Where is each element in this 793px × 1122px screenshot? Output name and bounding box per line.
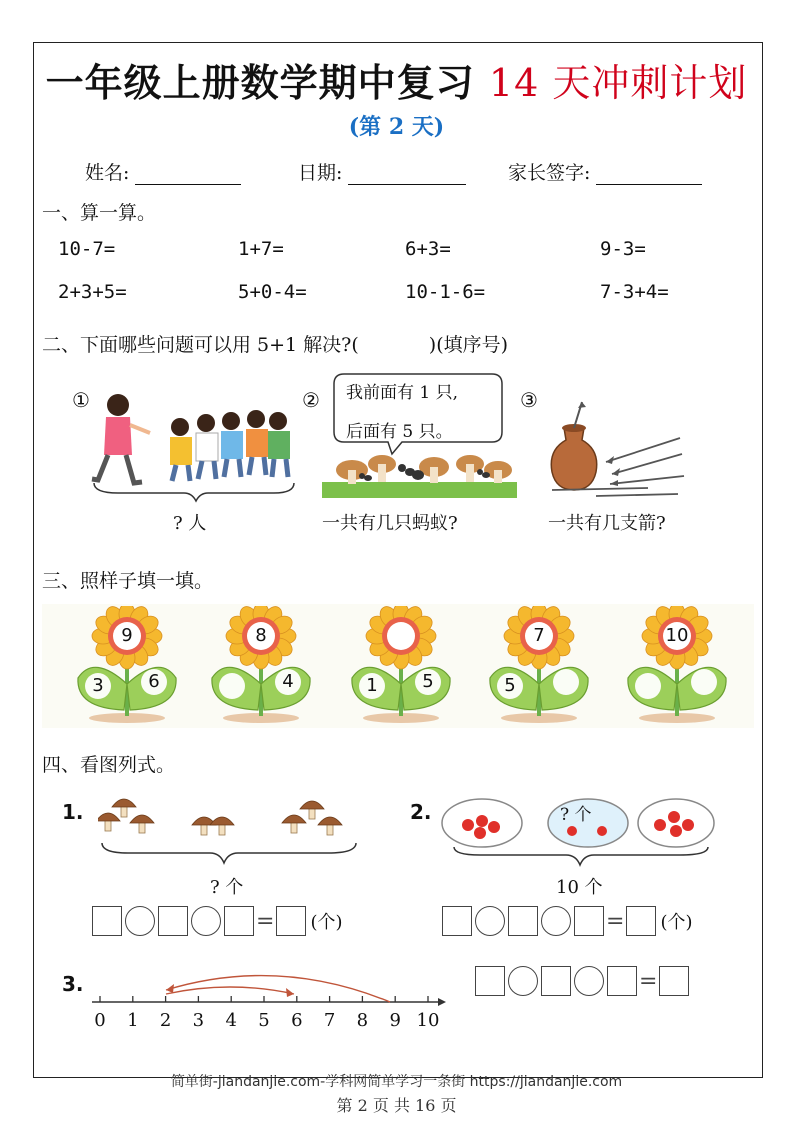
operator-circle[interactable]	[475, 906, 505, 936]
equation-3: =	[475, 966, 689, 996]
flower-right-number: 5	[422, 671, 434, 692]
number-line-label: 1	[127, 1010, 139, 1031]
section3-title: 三、照样子填一填。	[42, 570, 214, 592]
title-plan: 14 天冲刺计划	[488, 61, 748, 105]
number-line-label: 5	[258, 1010, 270, 1031]
problem-3-label: 3.	[62, 972, 84, 996]
date-label: 日期:	[298, 162, 343, 184]
sunflower	[346, 606, 456, 724]
problem: 10-7=	[58, 238, 116, 260]
result-box[interactable]	[659, 966, 689, 996]
answer-box[interactable]	[224, 906, 254, 936]
flower-top-number: 9	[121, 625, 133, 646]
answer-box[interactable]	[574, 906, 604, 936]
footer-page: 第 2 页 共 16 页	[336, 1096, 457, 1115]
operator-circle[interactable]	[191, 906, 221, 936]
problem-2-label: 2.	[410, 800, 432, 824]
parent-signature-field[interactable]	[508, 158, 702, 185]
number-line-label: 0	[94, 1010, 106, 1031]
name-blank[interactable]	[135, 164, 241, 185]
page-title	[0, 52, 793, 107]
parent-label: 家长签字:	[508, 162, 591, 184]
answer-box[interactable]	[475, 966, 505, 996]
speech-line-1: 我前面有 1 只,	[346, 383, 459, 403]
section1-title: 一、算一算。	[42, 202, 157, 224]
caption-1: ? 人	[173, 513, 207, 534]
number-line-label: 9	[389, 1010, 401, 1031]
problem: 10-1-6=	[405, 281, 486, 303]
sunflower	[72, 606, 182, 724]
mushrooms-picture	[98, 795, 360, 871]
operator-circle[interactable]	[574, 966, 604, 996]
date-field[interactable]	[298, 158, 466, 185]
operator-circle[interactable]	[508, 966, 538, 996]
problem-1-label: 1.	[62, 800, 84, 824]
flower-top-number: 8	[255, 625, 267, 646]
marker-3: ③	[520, 388, 538, 412]
name-field[interactable]	[85, 158, 241, 185]
marker-2: ②	[302, 388, 320, 412]
caption-3: 一共有几支箭?	[548, 513, 666, 534]
operator-circle[interactable]	[541, 906, 571, 936]
children-picture	[88, 385, 298, 503]
result-box[interactable]	[626, 906, 656, 936]
footer-source: 简单街-jiandanjie.com-学科网简单学习一条街 https://jiandanjie.com	[170, 1074, 623, 1090]
marker-1: ①	[72, 388, 90, 412]
problem-2-caption: 10 个	[556, 877, 603, 898]
equation-1: = (个)	[92, 906, 342, 936]
problem: 6+3=	[405, 238, 451, 260]
sunflower	[484, 606, 594, 724]
number-line-label: 10	[416, 1010, 440, 1031]
number-line-label: 6	[291, 1010, 303, 1031]
flower-right-number: 4	[282, 671, 294, 692]
number-line-label: 3	[192, 1010, 205, 1031]
equation-2: = (个)	[442, 906, 692, 936]
result-box[interactable]	[276, 906, 306, 936]
number-line-label: 8	[356, 1010, 369, 1031]
section4-title: 四、看图列式。	[42, 754, 176, 776]
sunflower	[622, 606, 732, 724]
answer-box[interactable]	[158, 906, 188, 936]
answer-box[interactable]	[92, 906, 122, 936]
unit-label: (个)	[310, 912, 343, 933]
answer-box[interactable]	[541, 966, 571, 996]
problem: 5+0-4=	[238, 281, 307, 303]
answer-box[interactable]	[607, 966, 637, 996]
flower-left-number: 5	[504, 675, 516, 696]
problem: 2+3+5=	[58, 281, 127, 303]
flower-right-number: 6	[148, 671, 160, 692]
number-line-label: 7	[323, 1010, 336, 1031]
unit-label: (个)	[660, 912, 693, 933]
problem: 9-3=	[600, 238, 646, 260]
problem-1-caption: ? 个	[210, 877, 244, 898]
section2-title: 二、下面哪些问题可以用 5+1 解决?( )(填序号)	[42, 334, 509, 356]
flower-left-number: 1	[366, 675, 378, 696]
parent-blank[interactable]	[596, 164, 702, 185]
name-label: 姓名:	[85, 162, 130, 184]
arrows-picture	[548, 400, 688, 500]
number-line-label: 2	[159, 1010, 172, 1031]
sunflower	[206, 606, 316, 724]
date-blank[interactable]	[348, 164, 466, 185]
day-subtitle: (第 2 天)	[348, 114, 445, 140]
answer-box[interactable]	[442, 906, 472, 936]
caption-2: 一共有几只蚂蚁?	[322, 513, 458, 534]
flower-top-number: 10	[665, 625, 689, 646]
problem: 1+7=	[238, 238, 284, 260]
speech-line-2: 后面有 5 只。	[346, 422, 453, 442]
flower-left-number: 3	[92, 675, 104, 696]
answer-box[interactable]	[508, 906, 538, 936]
problem-2-bubble: ? 个	[560, 805, 592, 825]
flower-top-number: 7	[533, 625, 545, 646]
operator-circle[interactable]	[125, 906, 155, 936]
problem: 7-3+4=	[600, 281, 669, 303]
number-line-label: 4	[225, 1010, 237, 1031]
title-main: 一年级上册数学期中复习	[45, 60, 475, 105]
